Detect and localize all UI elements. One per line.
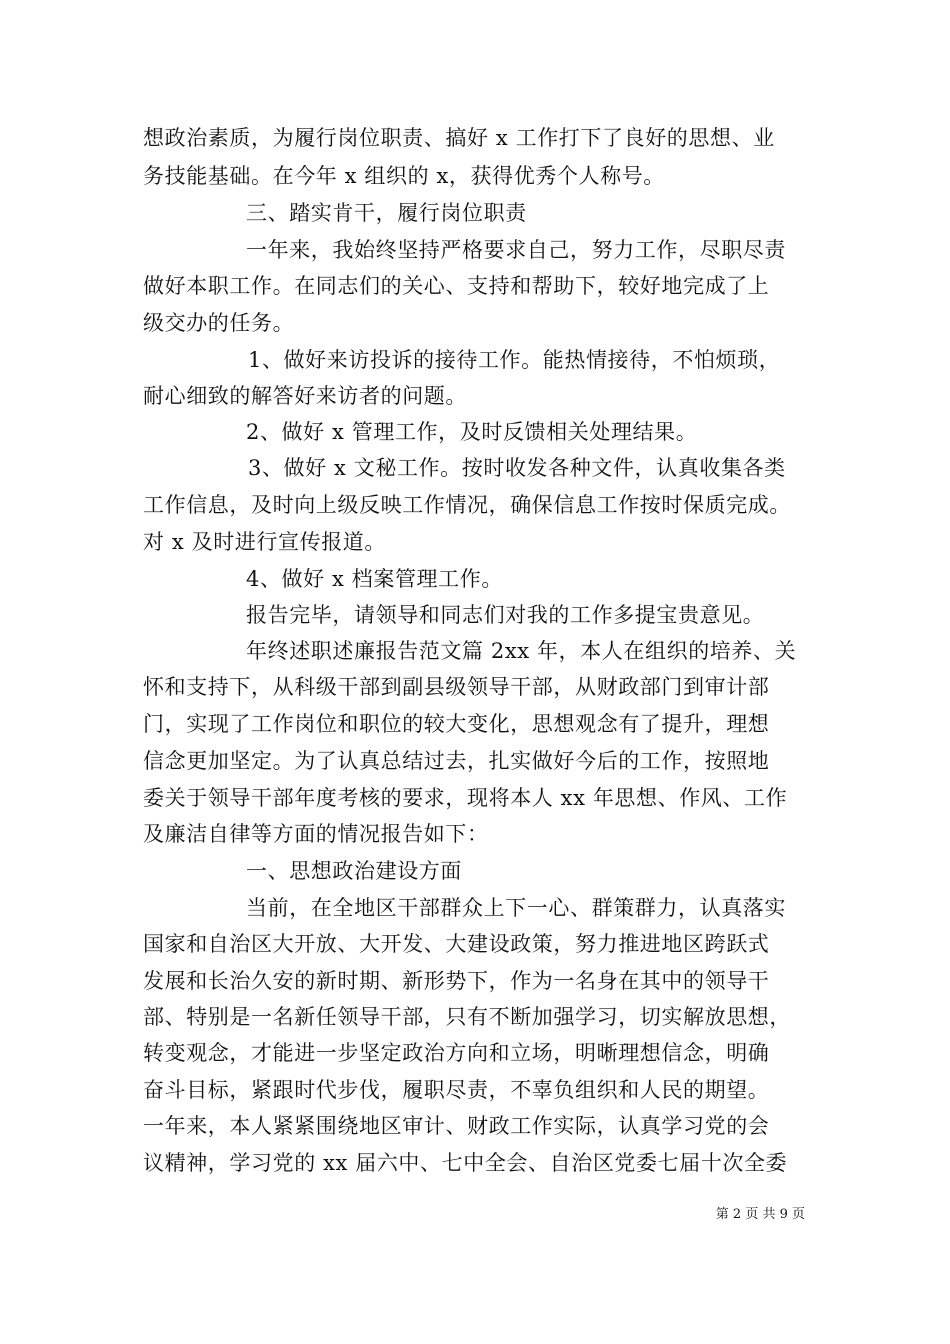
text-line: 报告完毕，请领导和同志们对我的工作多提宝贵意见。 xyxy=(246,603,765,627)
text-line: 一年来，我始终坚持严格要求自己，努力工作，尽职尽责 xyxy=(246,238,786,262)
page-number: 第 2 页 共 9 页 xyxy=(715,1207,805,1222)
text-line: 及廉洁自律等方面的情况报告如下： xyxy=(143,822,489,846)
text-line: 当前，在全地区干部群众上下一心、群策群力，认真落实 xyxy=(246,896,786,920)
text-line: 2、做好 x 管理工作，及时反馈相关处理结果。 xyxy=(246,420,698,444)
text-line: 工作信息，及时向上级反映工作情况，确保信息工作按时保质完成。 xyxy=(143,493,791,517)
text-line: 4、做好 x 档案管理工作。 xyxy=(246,567,503,591)
text-line: 部、特别是一名新任领导干部，只有不断加强学习，切实解放思想， xyxy=(143,1005,791,1029)
text-line: 一年来，本人紧紧围绕地区审计、财政工作实际，认真学习党的会 xyxy=(143,1114,770,1138)
text-line: 国家和自治区大开放、大开发、大建设政策，努力推进地区跨跃式 xyxy=(143,932,770,956)
text-line: 门，实现了工作岗位和职位的较大变化，思想观念有了提升，理想 xyxy=(143,712,770,736)
text-line: 年终述职述廉报告范文篇 2xx 年，本人在组织的培养、关 xyxy=(246,639,797,663)
text-line: 3、做好 x 文秘工作。按时收发各种文件，认真收集各类 xyxy=(248,456,786,480)
section-heading: 一、思想政治建设方面 xyxy=(246,859,462,883)
text-line: 转变观念，才能进一步坚定政治方向和立场，明晰理想信念，明确 xyxy=(143,1041,770,1065)
text-line: 发展和长治久安的新时期、新形势下，作为一名身在其中的领导干 xyxy=(143,969,770,993)
text-line: 做好本职工作。在同志们的关心、支持和帮助下，较好地完成了上 xyxy=(143,274,770,298)
text-line: 务技能基础。在今年 x 组织的 x，获得优秀个人称号。 xyxy=(143,164,665,188)
text-line: 议精神，学习党的 xx 届六中、七中全会、自治区党委七届十次全委 xyxy=(143,1151,788,1175)
text-line: 对 x 及时进行宣传报道。 xyxy=(143,530,386,554)
section-heading: 三、踏实肯干，履行岗位职责 xyxy=(246,201,527,225)
text-line: 想政治素质，为履行岗位职责、搞好 x 工作打下了良好的思想、业 xyxy=(143,126,775,150)
text-line: 1、做好来访投诉的接待工作。能热情接待，不怕烦琐， xyxy=(248,348,781,372)
text-line: 耐心细致的解答好来访者的问题。 xyxy=(143,384,467,408)
text-line: 委关于领导干部年度考核的要求，现将本人 xx 年思想、作风、工作 xyxy=(143,786,788,810)
text-line: 奋斗目标，紧跟时代步伐，履职尽责，不辜负组织和人民的期望。 xyxy=(143,1078,770,1102)
text-line: 怀和支持下，从科级干部到副县级领导干部，从财政部门到审计部 xyxy=(143,675,770,699)
text-line: 级交办的任务。 xyxy=(143,311,295,335)
text-line: 信念更加坚定。为了认真总结过去，扎实做好今后的工作，按照地 xyxy=(143,749,770,773)
